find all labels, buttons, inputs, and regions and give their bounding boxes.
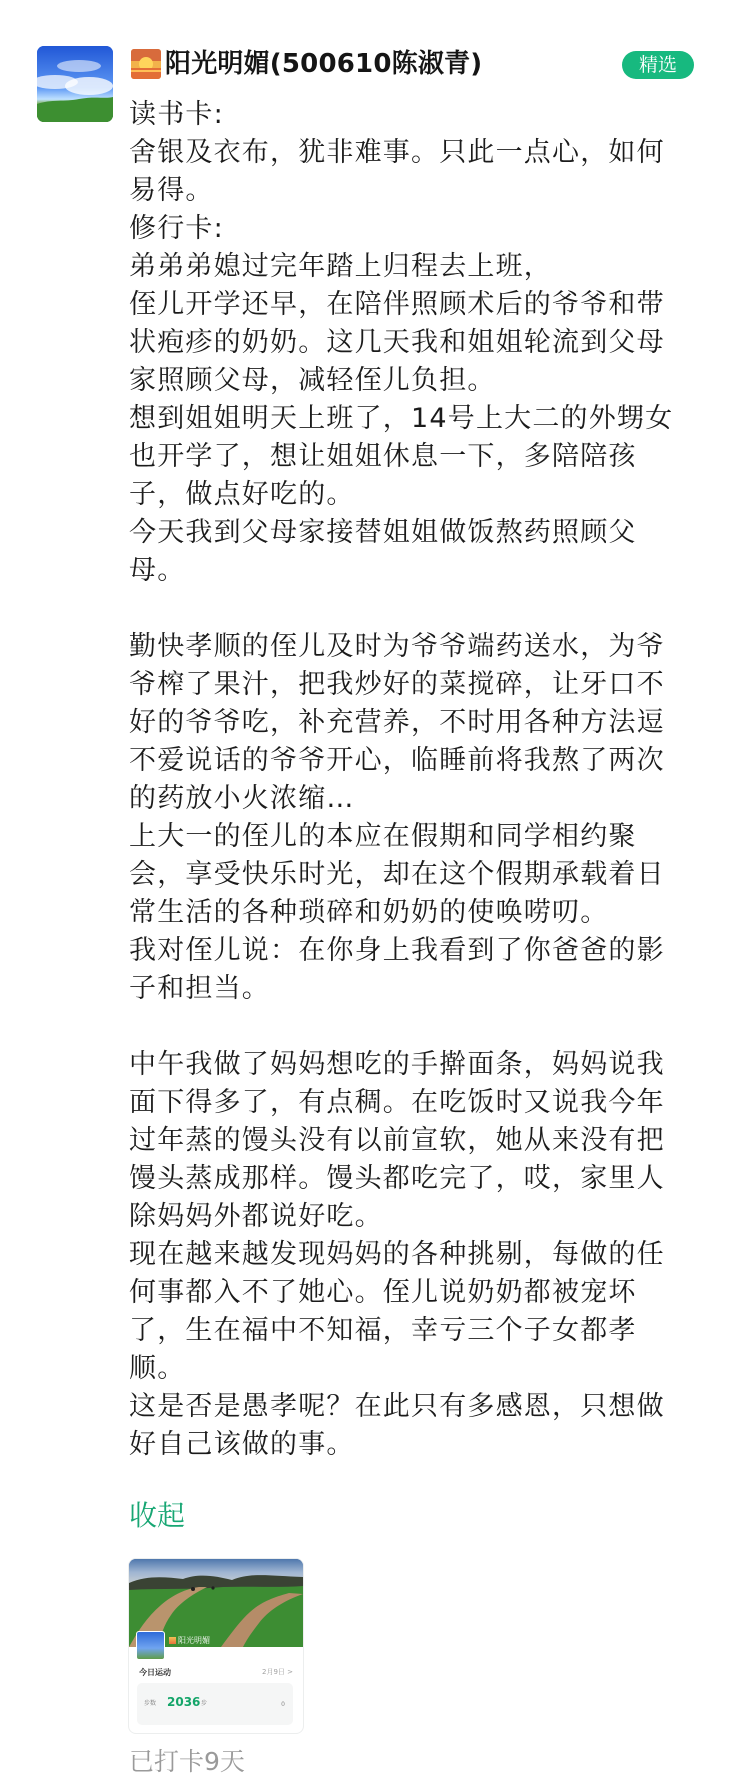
post-line: 现在越来越发现妈妈的各种挑剔，每做的任 xyxy=(129,1239,665,1270)
post-blank-line xyxy=(129,590,709,628)
post-line: 我对侄儿说：在你身上我看到了你爸爸的影 xyxy=(129,935,665,966)
post-body xyxy=(129,96,709,1464)
post-line: 爷榨了果汁，把我炒好的菜搅碎，让牙口不 xyxy=(129,669,665,700)
distance-value: 0 xyxy=(281,1701,285,1708)
user-name[interactable]: 阳光明媚(500610陈淑青) xyxy=(165,49,483,79)
post-line: 这是否是愚孝呢？在此只有多感恩，只想做 xyxy=(129,1391,665,1422)
post-line: 的药放小火浓缩… xyxy=(129,783,355,814)
post-line: 过年蒸的馒头没有以前宣软，她从来没有把 xyxy=(129,1125,665,1156)
mini-user-label: 阳光明媚 xyxy=(178,1636,210,1645)
steps-label: 步数 xyxy=(144,1700,157,1707)
post-line: 子，做点好吃的。 xyxy=(129,479,355,510)
mini-user-name xyxy=(169,1635,210,1647)
steps-summary xyxy=(137,1683,293,1725)
post-line: 会，享受快乐时光，却在这个假期承载着日 xyxy=(129,859,665,890)
post-line: 子和担当。 xyxy=(129,973,270,1004)
today-activity-label: 今日运动 xyxy=(139,1668,171,1677)
steps-value: 2036 xyxy=(167,1695,201,1709)
post-header xyxy=(131,46,696,86)
post-line: 面下得多了，有点稠。在吃饭时又说我今年 xyxy=(129,1087,665,1118)
post-line: 何事都入不了她心。侄儿说奶奶都被宠坏 xyxy=(129,1277,637,1308)
post-line: 上大一的侄儿的本应在假期和同学相约聚 xyxy=(129,821,637,852)
post-line: 修行卡: xyxy=(129,213,224,244)
post-line: 顺。 xyxy=(129,1353,186,1384)
post-line: 状疱疹的奶奶。这几天我和姐姐轮流到父母 xyxy=(129,327,665,358)
today-activity-meta: 2月9日 > xyxy=(262,1668,293,1676)
post-line: 好自己该做的事。 xyxy=(129,1429,355,1460)
sunset-icon xyxy=(131,49,161,79)
collapse-button[interactable]: 收起 xyxy=(129,1499,186,1532)
post-line: 侄儿开学还早，在陪伴照顾术后的爷爷和带 xyxy=(129,289,665,320)
post-line: 了，生在福中不知福，幸亏三个子女都孝 xyxy=(129,1315,637,1346)
post-line: 常生活的各种琐碎和奶奶的使唤唠叨。 xyxy=(129,897,609,928)
post-line: 读书卡: xyxy=(129,99,224,130)
post-line: 不爱说话的爷爷开心，临睡前将我熬了两次 xyxy=(129,745,665,776)
post-line: 好的爷爷吃，补充营养，不时用各种方法逗 xyxy=(129,707,665,738)
post-line: 除妈妈外都说好吃。 xyxy=(129,1201,383,1232)
post-line: 今天我到父母家接替姐姐做饭熬药照顾父 xyxy=(129,517,637,548)
featured-badge: 精选 xyxy=(622,51,694,79)
sky-landscape-avatar-icon xyxy=(37,46,113,122)
post-line: 易得。 xyxy=(129,175,214,206)
steps-unit: 步 xyxy=(201,1700,208,1707)
user-avatar[interactable] xyxy=(37,46,113,122)
post-line: 母。 xyxy=(129,555,186,586)
mini-user-avatar xyxy=(136,1631,165,1660)
post-line: 弟弟弟媳过完年踏上归程去上班， xyxy=(129,251,552,282)
mini-sunset-icon xyxy=(169,1637,176,1644)
post-line: 舍银及衣布，犹非难事。只此一点心，如何 xyxy=(129,137,665,168)
post-line: 想到姐姐明天上班了，14号上大二的外甥女 xyxy=(129,403,674,434)
post-line: 馒头蒸成那样。馒头都吃完了，哎，家里人 xyxy=(129,1163,665,1194)
post-line: 也开学了，想让姐姐休息一下，多陪陪孩 xyxy=(129,441,637,472)
post-line: 家照顾父母，减轻侄儿负担。 xyxy=(129,365,496,396)
activity-thumbnail[interactable] xyxy=(129,1559,303,1733)
post-line: 勤快孝顺的侄儿及时为爷爷端药送水，为爷 xyxy=(129,631,665,662)
post-line: 中午我做了妈妈想吃的手擀面条，妈妈说我 xyxy=(129,1049,665,1080)
post-blank-line xyxy=(129,1008,709,1046)
checkin-count: 已打卡9天 xyxy=(129,1747,245,1776)
